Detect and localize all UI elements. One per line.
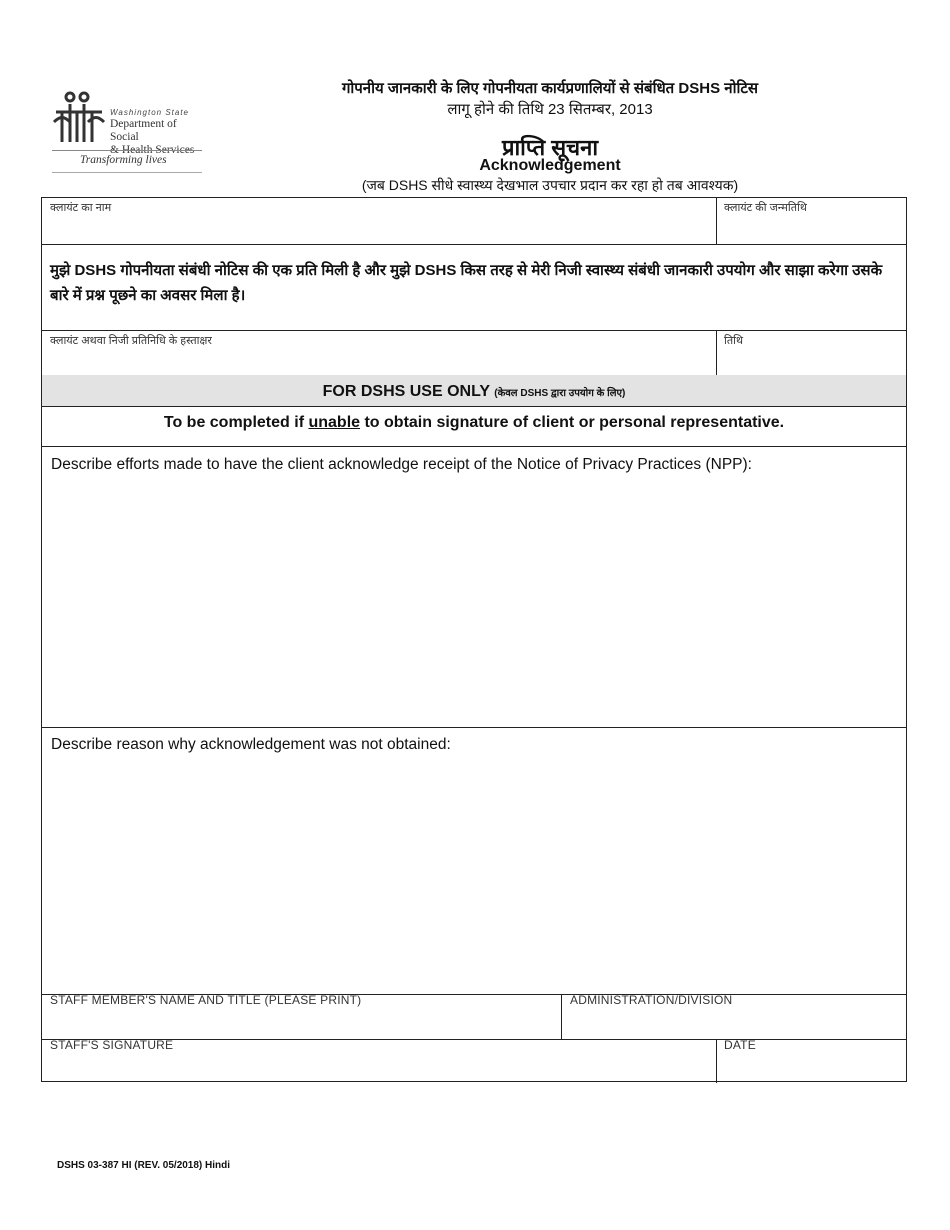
acknowledgement-statement: मुझे DSHS गोपनीयता संबंधी नोटिस की एक प्रति मिली है और मुझे DSHS किस तरह से मेरी निजी स्वास्थ्य संबंधी जानकारी उपयोग और साझा करेगा उसके बारे में प्रश्न पूछने का अवसर मिला है। bbox=[50, 262, 883, 304]
divider bbox=[561, 994, 562, 1039]
staff-date-label: DATE bbox=[724, 1038, 756, 1052]
dshs-logo bbox=[52, 90, 204, 178]
notice-title: गोपनीय जानकारी के लिए गोपनीयता कार्यप्रणालियों से संबंधित DSHS नोटिस bbox=[341, 80, 759, 97]
divider bbox=[716, 1039, 717, 1083]
dshs-use-only-text: FOR DSHS USE ONLY bbox=[322, 383, 490, 400]
client-dob-label: क्लायंट की जन्मतिथि bbox=[724, 202, 807, 214]
completion-pre: To be completed if bbox=[163, 414, 309, 431]
signature-label: क्लायंट अथवा निजी प्रतिनिधि के हस्ताक्षर bbox=[50, 335, 212, 347]
divider bbox=[42, 406, 906, 407]
completion-unable: unable bbox=[308, 414, 361, 431]
logo-divider bbox=[52, 150, 202, 151]
divider bbox=[42, 446, 906, 447]
staff-name-label: STAFF MEMBER'S NAME AND TITLE (PLEASE PRINT) bbox=[50, 993, 362, 1007]
divider bbox=[42, 244, 906, 245]
logo-tagline: Transforming lives bbox=[80, 154, 167, 166]
acknowledgement-form bbox=[41, 197, 907, 1082]
heading-hindi: प्राप्ति सूचना bbox=[501, 135, 599, 160]
client-name-label: क्लायंट का नाम bbox=[50, 202, 112, 214]
logo-agency bbox=[110, 118, 204, 157]
efforts-label: Describe efforts made to have the client acknowledge receipt of the Notice of Privacy Practices (NPP): bbox=[51, 456, 752, 473]
effective-date: लागू होने की तिथि 23 सितम्बर, 2013 bbox=[447, 101, 653, 118]
logo-agency-line1: Department of Social bbox=[110, 118, 177, 143]
completion-instruction bbox=[42, 414, 906, 432]
staff-signature-label: STAFF'S SIGNATURE bbox=[50, 1038, 174, 1052]
reason-label: Describe reason why acknowledgement was not obtained: bbox=[51, 736, 451, 753]
form-number: DSHS 03-387 HI (REV. 05/2018) Hindi bbox=[57, 1160, 231, 1171]
subheading: (जब DSHS सीधे स्वास्थ्य देखभाल उपचार प्रदान कर रहा हो तब आवश्यक) bbox=[361, 177, 739, 193]
logo-state: Washington State bbox=[110, 108, 190, 117]
divider bbox=[42, 727, 906, 728]
heading-english: Acknowledgement bbox=[479, 157, 621, 174]
logo-agency-line2: & Health Services bbox=[110, 144, 195, 156]
divider bbox=[716, 330, 717, 375]
dshs-use-only-sub: (केवल DSHS द्वारा उपयोग के लिए) bbox=[494, 388, 626, 399]
divider bbox=[716, 198, 717, 244]
date-label: तिथि bbox=[724, 335, 743, 347]
admin-division-label: ADMINISTRATION/DIVISION bbox=[570, 993, 733, 1007]
completion-post: to obtain signature of client or personal representative. bbox=[360, 414, 785, 431]
dshs-use-only-heading bbox=[42, 383, 906, 401]
dshs-seal-icon bbox=[52, 90, 106, 148]
divider bbox=[42, 330, 906, 331]
logo-divider-bottom bbox=[52, 172, 202, 173]
